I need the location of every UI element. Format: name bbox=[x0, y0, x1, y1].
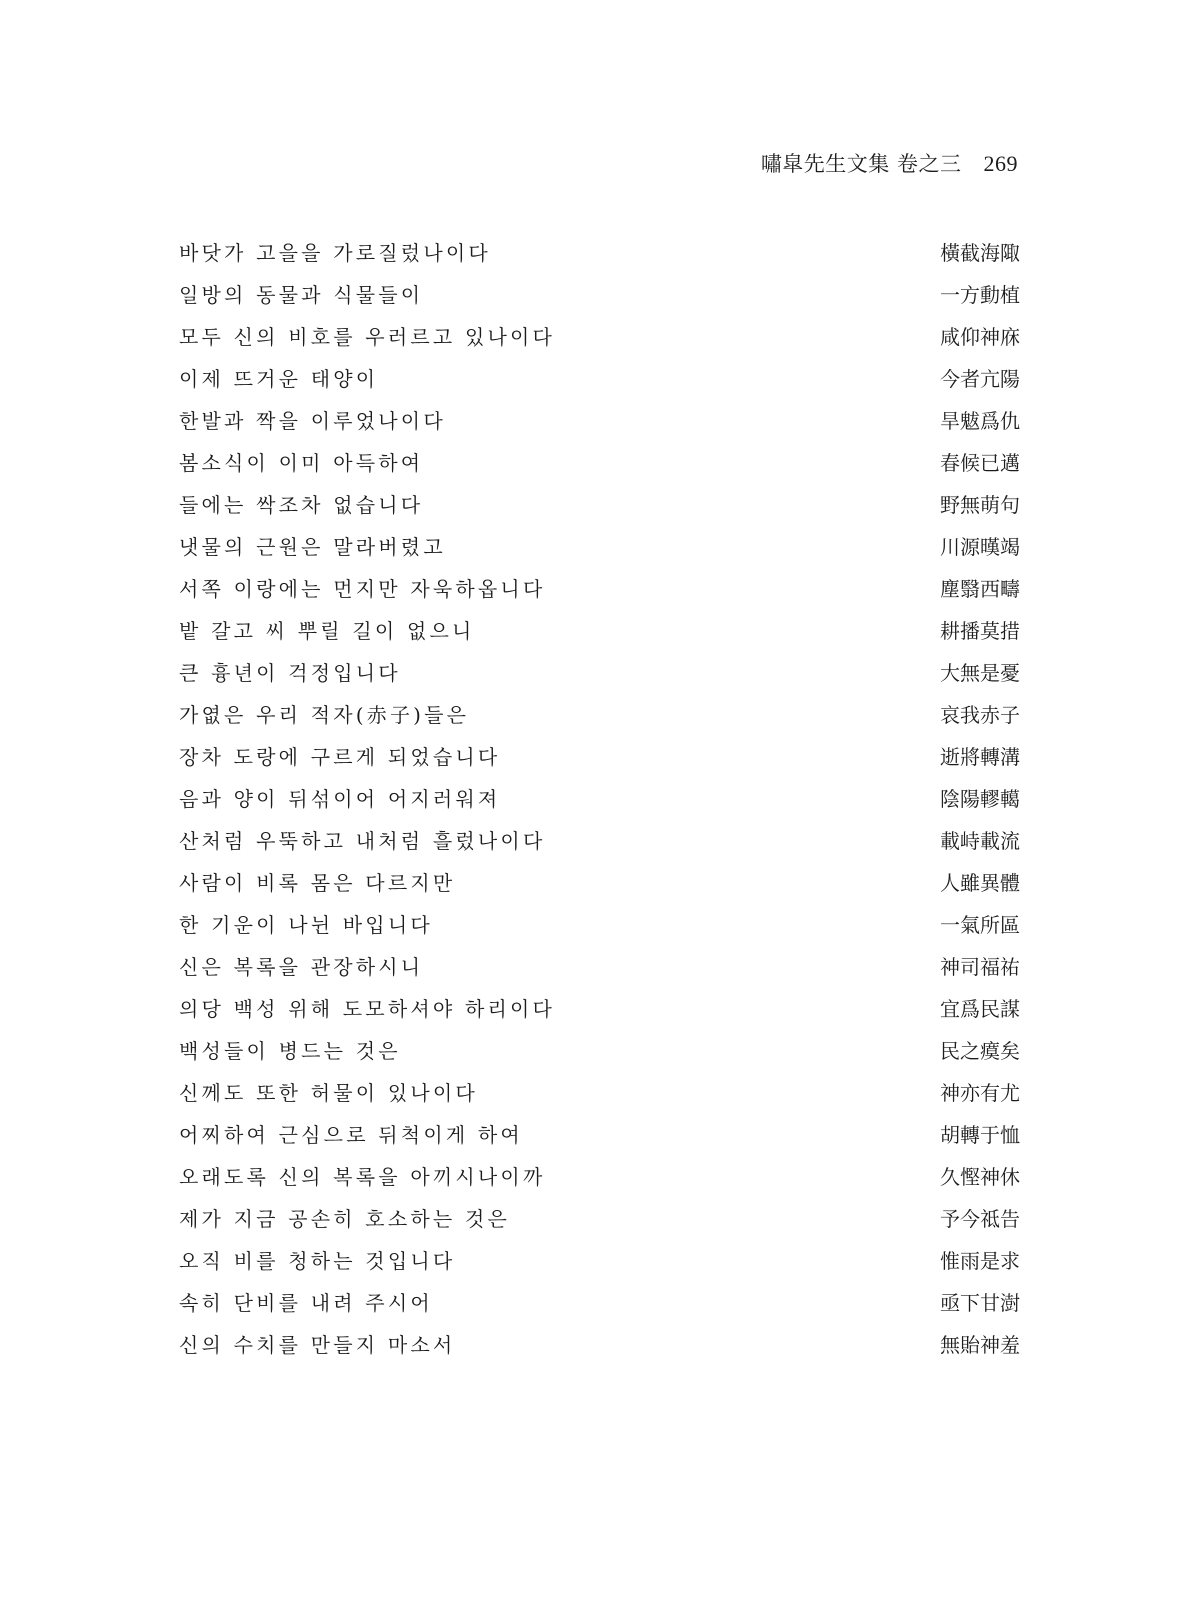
hanja-original: 耕播莫措 bbox=[940, 618, 1020, 643]
korean-translation: 의당 백성 위해 도모하셔야 하리이다 bbox=[179, 996, 556, 1021]
hanja-original: 哀我赤子 bbox=[940, 702, 1020, 727]
hanja-original: 亟下甘澍 bbox=[940, 1290, 1020, 1315]
korean-translation: 속히 단비를 내려 주시어 bbox=[179, 1290, 433, 1315]
korean-translation: 큰 흉년이 걱정입니다 bbox=[179, 660, 401, 685]
korean-translation: 한 기운이 나뉜 바입니다 bbox=[179, 912, 433, 937]
verse-line bbox=[179, 1154, 1020, 1196]
hanja-original: 宜爲民謀 bbox=[940, 996, 1020, 1021]
korean-translation: 가엾은 우리 적자(赤子)들은 bbox=[179, 702, 470, 727]
hanja-original: 載峙載流 bbox=[940, 828, 1020, 853]
hanja-original: 予今祗告 bbox=[940, 1206, 1020, 1231]
verse-line bbox=[179, 692, 1020, 734]
korean-translation: 봄소식이 이미 아득하여 bbox=[179, 450, 424, 475]
hanja-original: 今者亢陽 bbox=[940, 366, 1020, 391]
korean-translation: 오직 비를 청하는 것입니다 bbox=[179, 1248, 456, 1273]
verse-line bbox=[179, 314, 1020, 356]
korean-translation: 제가 지금 공손히 호소하는 것은 bbox=[179, 1206, 510, 1231]
verse-line bbox=[179, 230, 1020, 272]
hanja-original: 塵翳西疇 bbox=[940, 576, 1020, 601]
verse-line bbox=[179, 734, 1020, 776]
korean-translation: 오래도록 신의 복록을 아끼시나이까 bbox=[179, 1164, 546, 1189]
hanja-original: 無貽神羞 bbox=[940, 1332, 1020, 1357]
hanja-original: 一氣所區 bbox=[940, 912, 1020, 937]
korean-translation: 백성들이 병드는 것은 bbox=[179, 1038, 401, 1063]
korean-translation: 신은 복록을 관장하시니 bbox=[179, 954, 424, 979]
hanja-original: 人雖異體 bbox=[940, 870, 1020, 895]
verse-line bbox=[179, 398, 1020, 440]
hanja-original: 久慳神休 bbox=[940, 1164, 1020, 1189]
hanja-original: 野無萌句 bbox=[940, 492, 1020, 517]
hanja-original: 神司福祐 bbox=[940, 954, 1020, 979]
hanja-original: 神亦有尤 bbox=[940, 1080, 1020, 1105]
verse-line bbox=[179, 860, 1020, 902]
verse-list bbox=[179, 230, 1020, 1364]
korean-translation: 들에는 싹조차 없습니다 bbox=[179, 492, 424, 517]
korean-translation: 모두 신의 비호를 우러르고 있나이다 bbox=[179, 324, 556, 349]
verse-line bbox=[179, 524, 1020, 566]
korean-translation: 한발과 짝을 이루었나이다 bbox=[179, 408, 446, 433]
korean-translation: 서쪽 이랑에는 먼지만 자욱하옵니다 bbox=[179, 576, 546, 601]
korean-translation: 장차 도랑에 구르게 되었습니다 bbox=[179, 744, 501, 769]
verse-line bbox=[179, 1028, 1020, 1070]
verse-line bbox=[179, 566, 1020, 608]
verse-line bbox=[179, 482, 1020, 524]
verse-line bbox=[179, 1238, 1020, 1280]
hanja-original: 胡轉于恤 bbox=[940, 1122, 1020, 1147]
hanja-original: 民之瘼矣 bbox=[940, 1038, 1020, 1063]
korean-translation: 냇물의 근원은 말라버렸고 bbox=[179, 534, 446, 559]
verse-line bbox=[179, 272, 1020, 314]
verse-line bbox=[179, 776, 1020, 818]
korean-translation: 사람이 비록 몸은 다르지만 bbox=[179, 870, 456, 895]
verse-line bbox=[179, 818, 1020, 860]
verse-line bbox=[179, 902, 1020, 944]
verse-line bbox=[179, 1196, 1020, 1238]
book-title: 嘯皐先生文集 卷之三 bbox=[760, 152, 962, 176]
verse-line bbox=[179, 986, 1020, 1028]
hanja-original: 旱魃爲仇 bbox=[940, 408, 1020, 433]
verse-line bbox=[179, 440, 1020, 482]
hanja-original: 咸仰神庥 bbox=[940, 324, 1020, 349]
verse-line bbox=[179, 1280, 1020, 1322]
korean-translation: 음과 양이 뒤섞이어 어지러워져 bbox=[179, 786, 501, 811]
korean-translation: 신의 수치를 만들지 마소서 bbox=[179, 1332, 456, 1357]
korean-translation: 산처럼 우뚝하고 내처럼 흘렀나이다 bbox=[179, 828, 546, 853]
korean-translation: 신께도 또한 허물이 있나이다 bbox=[179, 1080, 478, 1105]
hanja-original: 一方動植 bbox=[940, 282, 1020, 307]
page-number: 269 bbox=[983, 151, 1018, 176]
hanja-original: 大無是憂 bbox=[940, 660, 1020, 685]
hanja-original: 惟雨是求 bbox=[940, 1248, 1020, 1273]
hanja-original: 逝將轉溝 bbox=[940, 744, 1020, 769]
hanja-original: 陰陽轇轕 bbox=[940, 786, 1020, 811]
korean-translation: 밭 갈고 씨 뿌릴 길이 없으니 bbox=[179, 618, 475, 643]
verse-line bbox=[179, 944, 1020, 986]
verse-line bbox=[179, 356, 1020, 398]
hanja-original: 川源暵竭 bbox=[940, 534, 1020, 559]
korean-translation: 바닷가 고을을 가로질렀나이다 bbox=[179, 240, 491, 265]
verse-line bbox=[179, 1322, 1020, 1364]
hanja-original: 橫截海陬 bbox=[940, 240, 1020, 265]
korean-translation: 이제 뜨거운 태양이 bbox=[179, 366, 379, 391]
verse-line bbox=[179, 608, 1020, 650]
korean-translation: 일방의 동물과 식물들이 bbox=[179, 282, 424, 307]
hanja-original: 春候已邁 bbox=[940, 450, 1020, 475]
verse-line bbox=[179, 650, 1020, 692]
korean-translation: 어찌하여 근심으로 뒤척이게 하여 bbox=[179, 1122, 523, 1147]
running-head bbox=[761, 148, 1018, 178]
verse-line bbox=[179, 1070, 1020, 1112]
verse-line bbox=[179, 1112, 1020, 1154]
